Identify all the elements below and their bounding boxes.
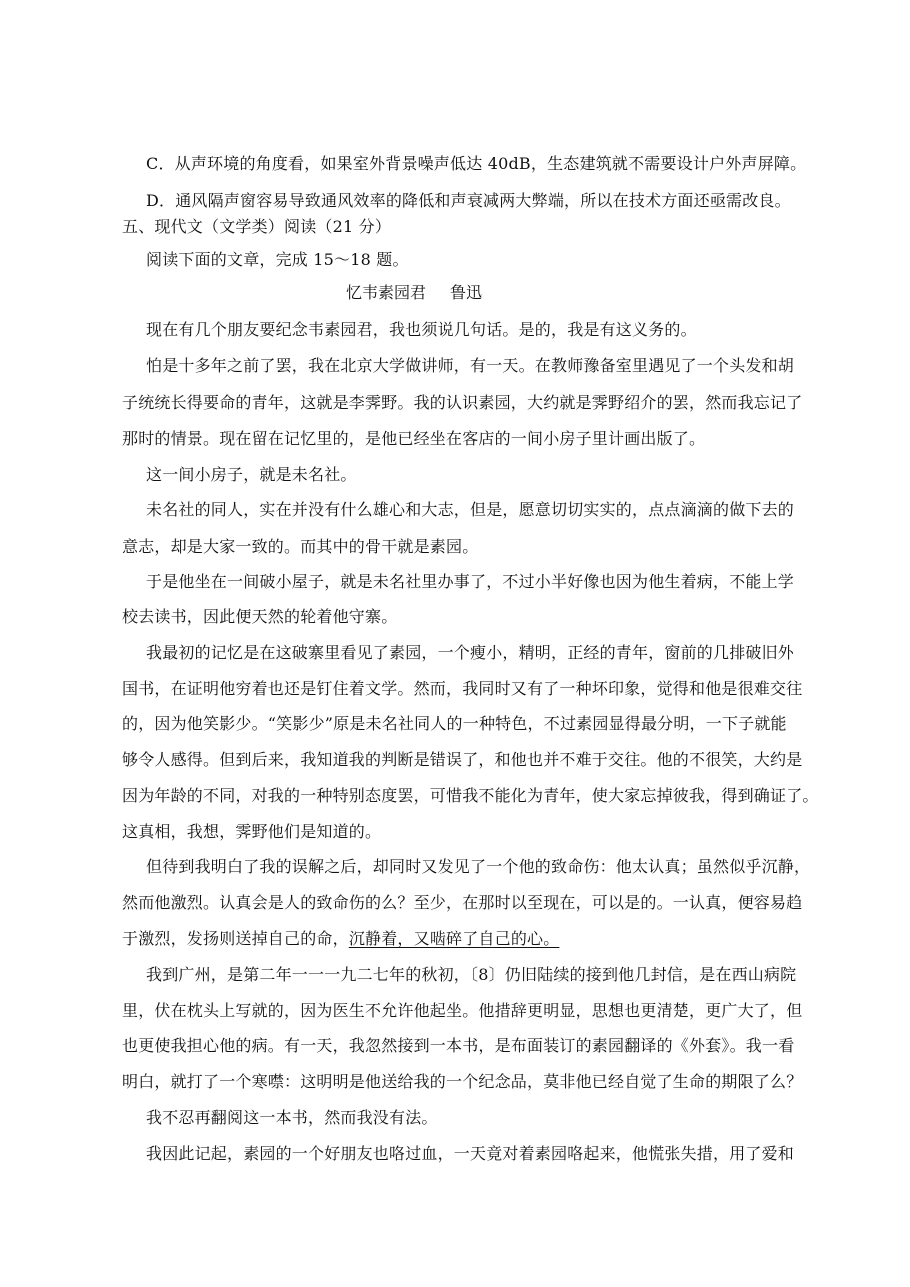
paragraph-line: 的，因为他笑影少。“笑影少”原是未名社同人的一种特色，不过素园显得最分明，一下子就能 — [122, 714, 787, 733]
paragraph-line: 我不忍再翻阅这一本书，然而我没有法。 — [146, 1108, 438, 1127]
paragraph-line: 够令人感得。但到后来，我知道我的判断是错误了，和他也并不难于交往。他的不很笑，大约是 — [122, 750, 803, 769]
paragraph-line: 国书，在证明他穷着也还是钉住着文学。然而，我同时又有了一种坏印象，觉得和他是很难交往 — [122, 679, 803, 698]
option-d: D．通风隔声窗容易导致通风效率的降低和声衰减两大弊端，所以在技术方面还亟需改良。 — [146, 191, 791, 210]
paragraph-line: 现在有几个朋友要纪念韦素园君，我也须说几句话。是的，我是有这义务的。 — [146, 320, 697, 339]
paragraph-line: 但待到我明白了我的误解之后，却同时又发见了一个他的致命伤：他太认真；虽然似乎沉静， — [146, 857, 811, 876]
paragraph-line: 未名社的同人，实在并没有什么雄心和大志，但是，愿意切切实实的，点点滴滴的做下去的 — [146, 500, 795, 519]
paragraph-line: 然而他激烈。认真会是人的致命伤的么？至少，在那时以至现在，可以是的。一认真，便容易趋 — [122, 893, 803, 912]
article-title-line — [346, 283, 482, 303]
option-c: C．从声环境的角度看，如果室外背景噪声低达 40dB，生态建筑就不需要设计户外声屏障。 — [146, 154, 807, 173]
paragraph-line: 怕是十多年之前了罢，我在北京大学做讲师，有一天。在教师豫备室里遇见了一个头发和胡 — [146, 356, 795, 375]
section-instruction: 阅读下面的文章，完成 15～18 题。 — [146, 250, 409, 269]
paragraph-line: 明白，就打了一个寒噤：这明明是他送给我的一个纪念品，莫非他已经自觉了生命的期限了么？ — [122, 1072, 803, 1091]
article-author: 鲁迅 — [450, 283, 483, 302]
section-heading: 五、现代文（文学类）阅读（21 分） — [122, 217, 392, 236]
article-title: 忆韦素园君 — [346, 283, 427, 302]
paragraph-line: 这一间小房子，就是未名社。 — [146, 465, 357, 484]
paragraph-line: 子统统长得要命的青年，这就是李霁野。我的认识素园，大约就是霁野绍介的罢，然而我忘记了 — [122, 393, 803, 412]
paragraph-line — [122, 929, 802, 949]
paragraph-line: 那时的情景。现在留在记忆里的，是他已经坐在客店的一间小房子里计画出版了。 — [122, 429, 706, 448]
paragraph-line: 我因此记起，素园的一个好朋友也咯过血，一天竟对着素园咯起来，他慌张失措，用了爱和 — [146, 1144, 795, 1163]
paragraph-line: 意志，却是大家一致的。而其中的骨干就是素园。 — [122, 537, 479, 556]
paragraph-text: 于激烈，发扬则送掉自己的命， — [122, 929, 349, 948]
paragraph-line: 里，伏在枕头上写就的，因为医生不允许他起坐。他措辞更明显，思想也更清楚，更广大了，但 — [122, 1001, 803, 1020]
paragraph-line: 于是他坐在一间破小屋子，就是未名社里办事了，不过小半好像也因为他生着病，不能上学 — [146, 572, 795, 591]
paragraph-line: 这真相，我想，霁野他们是知道的。 — [122, 822, 382, 841]
paragraph-line: 也更使我担心他的病。有一天，我忽然接到一本书，是布面装订的素园翻译的《外套》。我一看 — [122, 1036, 795, 1055]
underlined-phrase: 沉静着，又啮碎了自己的心。 — [348, 929, 560, 948]
paragraph-line: 我最初的记忆是在这破寨里看见了素园，一个瘦小，精明，正经的青年，窗前的几排破旧外 — [146, 643, 795, 662]
paragraph-line: 校去读书，因此便天然的轮着他守寨。 — [122, 607, 398, 626]
paragraph-line: 我到广州，是第二年一一一九二七年的秋初，〔8〕仍旧陆续的接到他几封信，是在西山病院 — [146, 965, 797, 984]
paragraph-line: 因为年龄的不同，对我的一种特别态度罢，可惜我不能化为青年，使大家忘掉彼我，得到确证了。 — [122, 786, 819, 805]
